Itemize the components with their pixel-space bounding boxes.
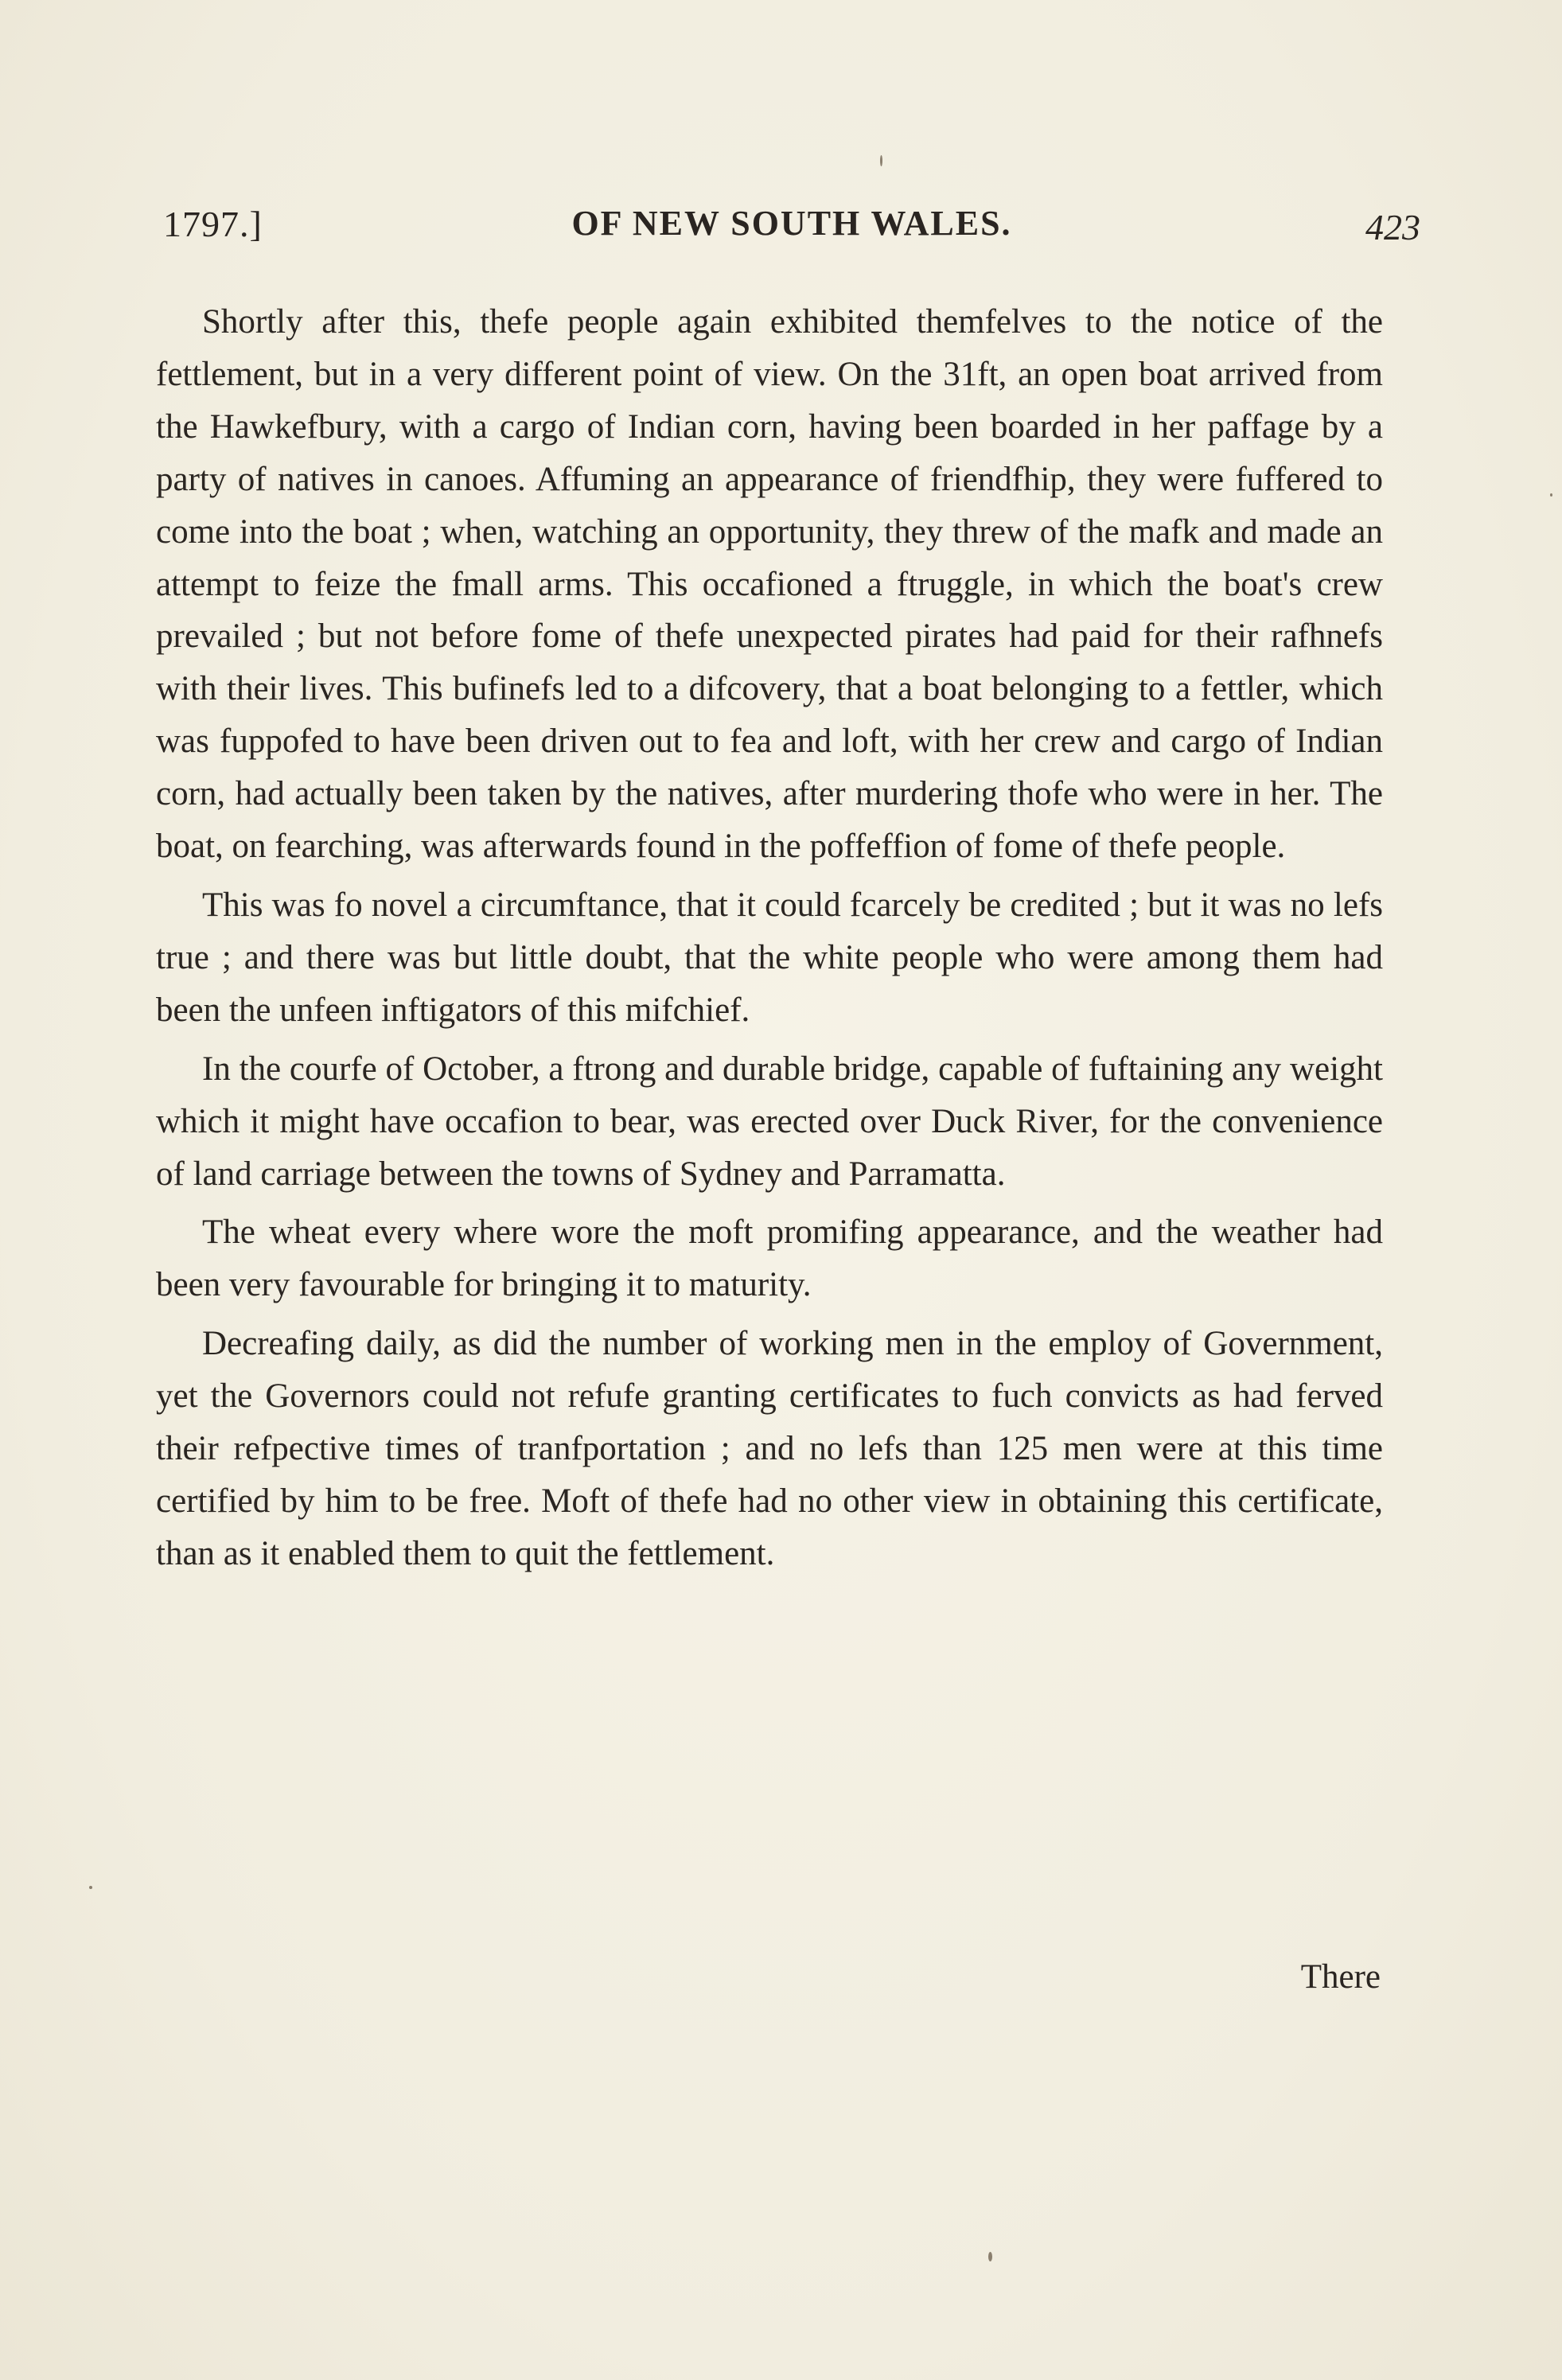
ink-speck: [1550, 493, 1552, 497]
ink-speck: [988, 2252, 992, 2261]
catchword: There: [1300, 1958, 1381, 1996]
running-date: 1797.]: [163, 204, 263, 244]
paragraph: This was fo novel a circumftance, that it could fcarcely be credited ; but it was no lefs true ; and there was but little doubt, that the white people who were among them had been the unfeen inftigators of this mifchief.: [156, 886, 1383, 1029]
paragraph: The wheat every where wore the moft promifing appearance, and the weather had been very favourable for bringing it to maturity.: [156, 1213, 1383, 1304]
body-text: [156, 296, 1383, 1587]
ink-speck: [89, 1886, 92, 1889]
page-number: 423: [1365, 207, 1420, 247]
running-header: [163, 203, 1420, 259]
ink-speck: [880, 155, 882, 166]
paragraph: Shortly after this, thefe people again exhibited themfelves to the notice of the fettlement, but in a very different point of view. On the 31ft, an open boat arrived from the Hawkefbury, with a cargo of Indian corn, having been boarded in her paffage by a party of natives in canoes. Affuming an appearance of friendfhip, they were fuffered to come into the boat ; when, watching an opportunity, they threw of the mafk and made an attempt to feize the fmall arms. This occafioned a ftruggle, in which the boat's crew prevailed ; but not before fome of thefe unexpected pirates had paid for their rafhnefs with their lives. This bufinefs led to a difcovery, that a boat belonging to a fettler, which was fuppofed to have been driven out to fea and loft, with her crew and cargo of Indian corn, had actually been taken by the natives, after murdering thofe who were in her. The boat, on fearching, was afterwards found in the poffeffion of fome of thefe people.: [156, 303, 1383, 866]
running-title: OF NEW SOUTH WALES.: [571, 204, 1012, 243]
paragraph: Decreafing daily, as did the number of working men in the employ of Government, yet the Governors could not refufe granting certificates to fuch convicts as had ferved their refpective times of tranfportation ; and no lefs than 125 men were at this time certified by him to be free. Moft of thefe had no other view in obtaining this certificate, than as it enabled them to quit the fettlement.: [156, 1325, 1383, 1572]
paragraph: In the courfe of October, a ftrong and durable bridge, capable of fuftaining any weight which it might have occafion to bear, was erected over Duck River, for the convenience of land carriage between the towns of Sydney and Parramatta.: [156, 1050, 1383, 1193]
